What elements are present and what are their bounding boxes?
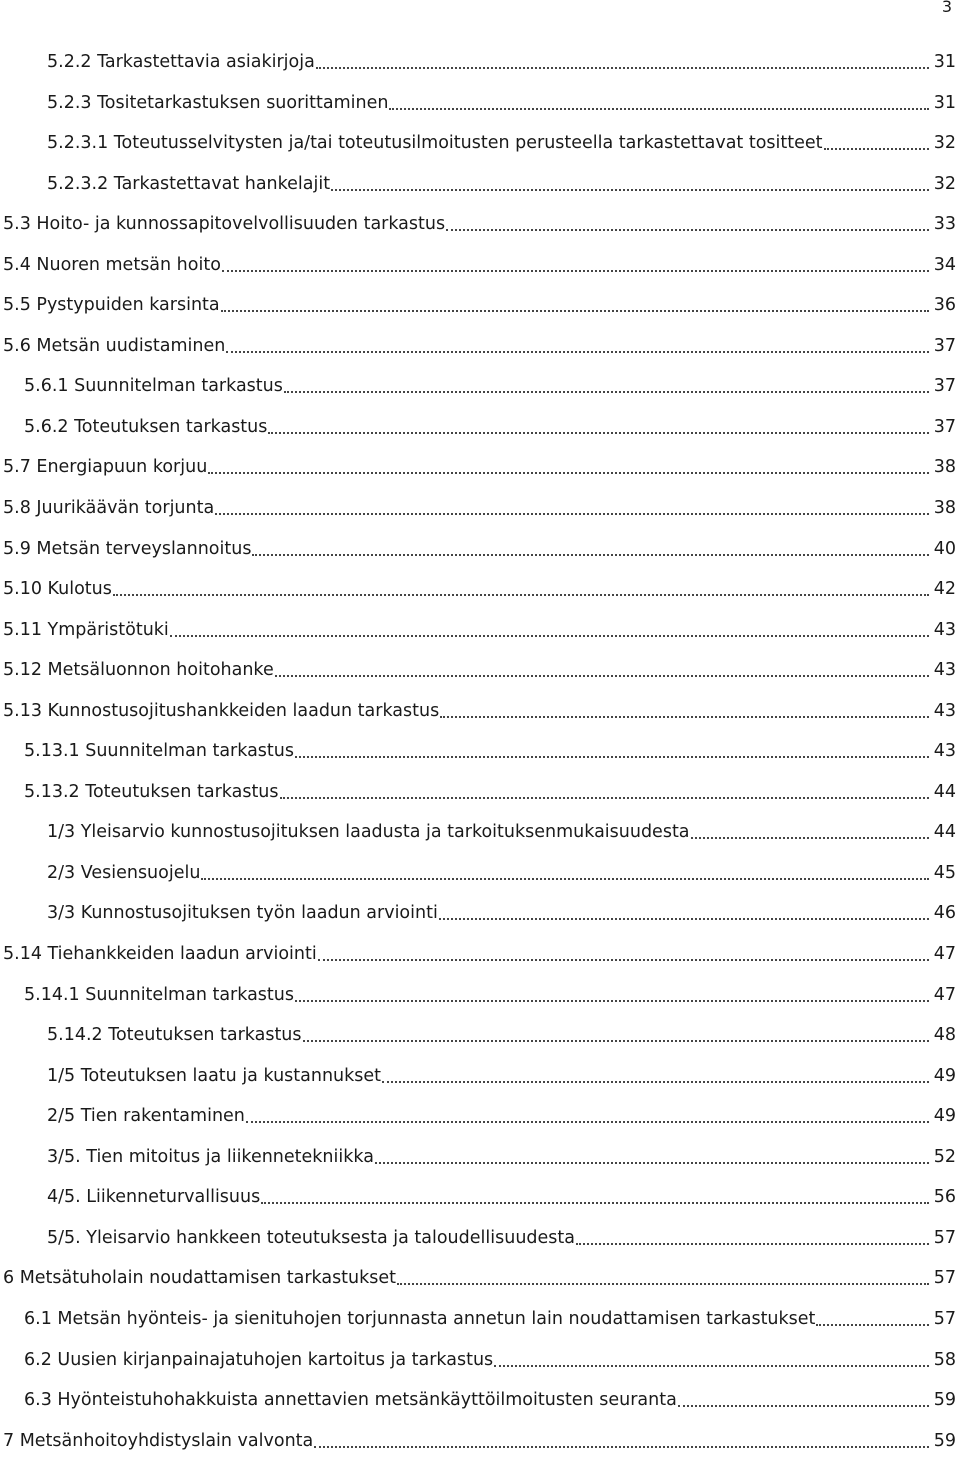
toc-entry-page-number: 52 [929, 1144, 956, 1170]
toc-entry-title: 5.12 Metsäluonnon hoitohanke [3, 657, 275, 683]
toc-entry-title: 5.13.2 Toteutuksen tarkastus [24, 779, 280, 805]
toc-entry-page-number: 31 [929, 90, 956, 116]
dot-leader [318, 941, 929, 967]
toc-entry[interactable] [0, 779, 960, 820]
toc-entry-page-number: 57 [929, 1306, 956, 1332]
dot-leader [295, 738, 929, 764]
dot-leader [576, 1225, 929, 1251]
dot-leader [226, 333, 929, 359]
toc-entry[interactable] [0, 819, 960, 860]
toc-entry-page-number: 32 [929, 130, 956, 156]
toc-entry-title: 4/5. Liikenneturvallisuus [47, 1184, 261, 1210]
toc-entry-title: 5.3 Hoito- ja kunnossapitovelvollisuuden tarkastus [3, 211, 446, 237]
dot-leader [440, 698, 929, 724]
toc-entry-page-number: 33 [929, 211, 956, 237]
dot-leader [382, 1063, 929, 1089]
toc-entry[interactable] [0, 576, 960, 617]
toc-entry-title: 5.6 Metsän uudistaminen [3, 333, 226, 359]
toc-entry-page-number: 38 [929, 495, 956, 521]
toc-entry-page-number: 47 [929, 941, 956, 967]
toc-entry-page-number: 43 [929, 657, 956, 683]
toc-entry-title: 2/3 Vesiensuojelu [47, 860, 201, 886]
toc-entry-page-number: 48 [929, 1022, 956, 1048]
toc-entry-title: 5.4 Nuoren metsän hoito [3, 252, 222, 278]
toc-entry[interactable] [0, 495, 960, 536]
toc-entry[interactable] [0, 698, 960, 739]
toc-entry[interactable] [0, 941, 960, 982]
toc-entry-title: 5.7 Energiapuun korjuu [3, 454, 208, 480]
dot-leader [389, 90, 929, 116]
toc-entry-title: 5.6.1 Suunnitelman tarkastus [24, 373, 284, 399]
toc-entry-page-number: 57 [929, 1265, 956, 1291]
dot-leader [494, 1347, 929, 1373]
toc-entry[interactable] [0, 130, 960, 171]
toc-entry[interactable] [0, 1063, 960, 1104]
toc-entry-page-number: 43 [929, 617, 956, 643]
toc-entry-title: 5.14 Tiehankkeiden laadun arviointi [3, 941, 318, 967]
dot-leader [268, 414, 929, 440]
dot-leader [439, 900, 929, 926]
toc-entry-page-number: 47 [929, 982, 956, 1008]
toc-entry-title: 5.2.2 Tarkastettavia asiakirjoja [47, 49, 316, 75]
toc-entry-page-number: 49 [929, 1103, 956, 1129]
toc-entry-title: 1/5 Toteutuksen laatu ja kustannukset [47, 1063, 382, 1089]
dot-leader [446, 211, 929, 237]
toc-entry-page-number: 34 [929, 252, 956, 278]
table-of-contents [0, 49, 960, 1468]
dot-leader [246, 1103, 929, 1129]
dot-leader [201, 860, 929, 886]
toc-entry-page-number: 40 [929, 536, 956, 562]
toc-entry-page-number: 31 [929, 49, 956, 75]
dot-leader [275, 657, 929, 683]
dot-leader [295, 982, 929, 1008]
dot-leader [397, 1265, 929, 1291]
toc-entry-page-number: 32 [929, 171, 956, 197]
toc-entry-page-number: 42 [929, 576, 956, 602]
dot-leader [208, 454, 929, 480]
toc-entry[interactable] [0, 373, 960, 414]
toc-entry[interactable] [0, 982, 960, 1023]
dot-leader [280, 779, 929, 805]
toc-entry[interactable] [0, 1144, 960, 1185]
toc-entry-title: 5.2.3.2 Tarkastettavat hankelajit [47, 171, 331, 197]
toc-entry-page-number: 37 [929, 333, 956, 359]
toc-entry[interactable] [0, 454, 960, 495]
toc-entry-title: 5.5 Pystypuiden karsinta [3, 292, 221, 318]
toc-entry[interactable] [0, 1225, 960, 1266]
dot-leader [303, 1022, 929, 1048]
toc-entry-title: 5.6.2 Toteutuksen tarkastus [24, 414, 268, 440]
toc-entry-title: 3/5. Tien mitoitus ja liikennetekniikka [47, 1144, 375, 1170]
toc-entry-page-number: 59 [929, 1428, 956, 1454]
dot-leader [678, 1387, 929, 1413]
toc-entry[interactable] [0, 49, 960, 90]
toc-entry-page-number: 44 [929, 779, 956, 805]
dot-leader [316, 49, 929, 75]
toc-entry-title: 7 Metsänhoitoyhdistyslain valvonta [3, 1428, 314, 1454]
toc-entry-title: 5.14.1 Suunnitelman tarkastus [24, 982, 295, 1008]
dot-leader [261, 1184, 929, 1210]
dot-leader [284, 373, 929, 399]
toc-entry-page-number: 37 [929, 414, 956, 440]
toc-entry-page-number: 38 [929, 454, 956, 480]
toc-entry-page-number: 56 [929, 1184, 956, 1210]
dot-leader [816, 1306, 929, 1332]
toc-entry-title: 6 Metsätuholain noudattamisen tarkastukset [3, 1265, 397, 1291]
toc-entry[interactable] [0, 1387, 960, 1428]
toc-entry-page-number: 37 [929, 373, 956, 399]
toc-entry[interactable] [0, 1306, 960, 1347]
toc-entry-title: 5.9 Metsän terveyslannoitus [3, 536, 252, 562]
toc-entry-page-number: 43 [929, 698, 956, 724]
dot-leader [221, 292, 929, 318]
toc-entry-page-number: 49 [929, 1063, 956, 1089]
toc-entry[interactable] [0, 1022, 960, 1063]
dot-leader [691, 819, 929, 845]
toc-entry-title: 6.2 Uusien kirjanpainajatuhojen kartoitus ja tarkastus [24, 1347, 494, 1373]
toc-entry-page-number: 58 [929, 1347, 956, 1373]
toc-entry[interactable] [0, 292, 960, 333]
toc-entry[interactable] [0, 617, 960, 658]
toc-entry-title: 5/5. Yleisarvio hankkeen toteutuksesta ja taloudellisuudesta [47, 1225, 576, 1251]
dot-leader [222, 252, 929, 278]
toc-entry-title: 5.13 Kunnostusojitushankkeiden laadun tarkastus [3, 698, 440, 724]
dot-leader [314, 1428, 929, 1454]
toc-entry-title: 6.3 Hyönteistuhohakkuista annettavien metsänkäyttöilmoitusten seuranta [24, 1387, 678, 1413]
toc-entry[interactable] [0, 211, 960, 252]
toc-entry-title: 6.1 Metsän hyönteis- ja sienituhojen torjunnasta annetun lain noudattamisen tarkastukset [24, 1306, 816, 1332]
toc-entry-title: 5.13.1 Suunnitelman tarkastus [24, 738, 295, 764]
toc-entry-title: 5.8 Juurikäävän torjunta [3, 495, 215, 521]
toc-entry[interactable] [0, 333, 960, 374]
toc-entry[interactable] [0, 900, 960, 941]
toc-entry-title: 1/3 Yleisarvio kunnostusojituksen laadusta ja tarkoituksenmukaisuudesta [47, 819, 691, 845]
dot-leader [824, 130, 929, 156]
toc-entry[interactable] [0, 657, 960, 698]
toc-entry[interactable] [0, 414, 960, 455]
dot-leader [215, 495, 929, 521]
dot-leader [113, 576, 929, 602]
toc-entry-title: 5.2.3.1 Toteutusselvitysten ja/tai toteutusilmoitusten perusteella tarkastettavat tositteet [47, 130, 824, 156]
toc-entry[interactable] [0, 90, 960, 131]
toc-entry[interactable] [0, 1347, 960, 1388]
toc-entry[interactable] [0, 1428, 960, 1468]
toc-entry[interactable] [0, 1103, 960, 1144]
toc-entry[interactable] [0, 860, 960, 901]
dot-leader [375, 1144, 929, 1170]
toc-entry-title: 5.2.3 Tositetarkastuksen suorittaminen [47, 90, 389, 116]
toc-entry-title: 2/5 Tien rakentaminen [47, 1103, 246, 1129]
toc-entry[interactable] [0, 536, 960, 577]
toc-entry-title: 5.14.2 Toteutuksen tarkastus [47, 1022, 303, 1048]
toc-entry[interactable] [0, 1184, 960, 1225]
toc-entry-page-number: 36 [929, 292, 956, 318]
toc-entry[interactable] [0, 171, 960, 212]
dot-leader [252, 536, 929, 562]
toc-entry-title: 5.11 Ympäristötuki [3, 617, 170, 643]
toc-entry[interactable] [0, 738, 960, 779]
toc-entry-page-number: 45 [929, 860, 956, 886]
toc-entry-page-number: 57 [929, 1225, 956, 1251]
toc-entry-page-number: 46 [929, 900, 956, 926]
dot-leader [331, 171, 929, 197]
toc-entry-page-number: 59 [929, 1387, 956, 1413]
toc-entry[interactable] [0, 1265, 960, 1306]
toc-entry-page-number: 43 [929, 738, 956, 764]
toc-entry-title: 3/3 Kunnostusojituksen työn laadun arviointi [47, 900, 439, 926]
page-number: 3 [941, 0, 952, 16]
dot-leader [170, 617, 929, 643]
toc-entry-title: 5.10 Kulotus [3, 576, 113, 602]
toc-entry-page-number: 44 [929, 819, 956, 845]
toc-entry[interactable] [0, 252, 960, 293]
